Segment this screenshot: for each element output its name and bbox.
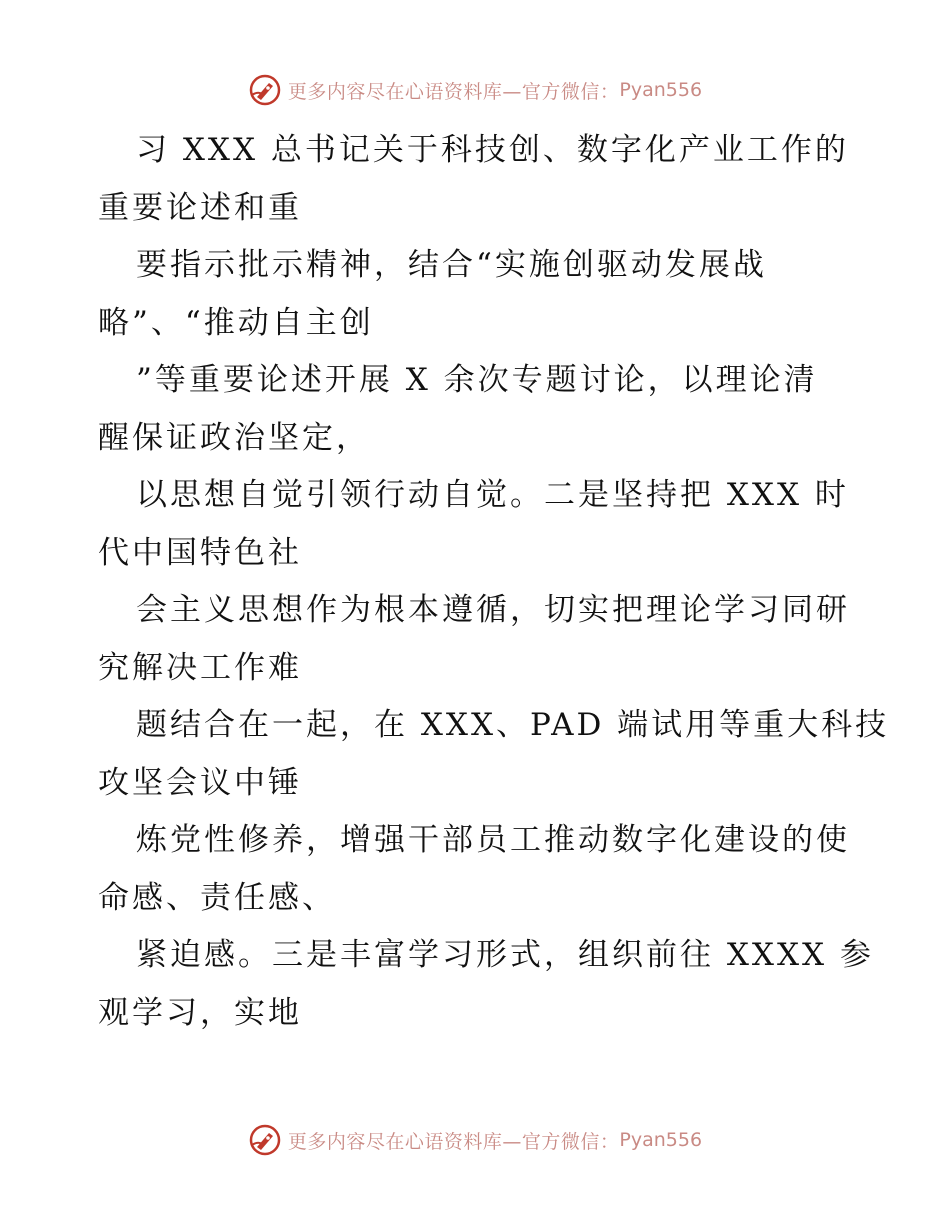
watermark-text: 更多内容尽在心语资料库—官方微信： (287, 80, 620, 103)
text-line: 题结合在一起，在 XXX、PAD 端试用等重大科技 (136, 707, 890, 743)
text-line: 醒保证政治坚定， (98, 419, 370, 456)
text-line: 命感、责任感、 (98, 879, 336, 916)
document-body (98, 122, 890, 1042)
text-line: ”等重要论述开展 X 余次专题讨论，以理论清 (136, 362, 818, 398)
text-line: 观学习，实地 (98, 994, 302, 1031)
text-line: 究解决工作难 (98, 649, 302, 686)
footer-watermark (0, 1120, 950, 1160)
text-line: 炼党性修养，增强干部员工推动数字化建设的使 (136, 822, 850, 858)
text-line: 重要论述和重 (98, 189, 302, 226)
text-line: 要指示批示精神，结合“实施创驱动发展战 (136, 247, 767, 283)
text-line: 以思想自觉引领行动自觉。二是坚持把 XXX 时 (136, 477, 849, 513)
pen-nib-logo-icon (248, 1123, 282, 1157)
text-line: 紧迫感。三是丰富学习形式，组织前往 XXXX 参 (136, 937, 874, 973)
text-line: 代中国特色社 (98, 534, 302, 571)
watermark-wechat-id: Pyan556 (619, 1129, 703, 1151)
header-watermark (0, 70, 950, 110)
text-line: 会主义思想作为根本遵循，切实把理论学习同研 (136, 592, 850, 628)
text-line: 略”、“推动自主创 (98, 304, 374, 341)
watermark-text: 更多内容尽在心语资料库—官方微信： (287, 1130, 620, 1153)
pen-nib-logo-icon (248, 73, 282, 107)
text-line: 攻坚会议中锤 (98, 764, 302, 801)
watermark-wechat-id: Pyan556 (619, 79, 703, 101)
text-line: 习 XXX 总书记关于科技创、数字化产业工作的 (136, 132, 849, 168)
